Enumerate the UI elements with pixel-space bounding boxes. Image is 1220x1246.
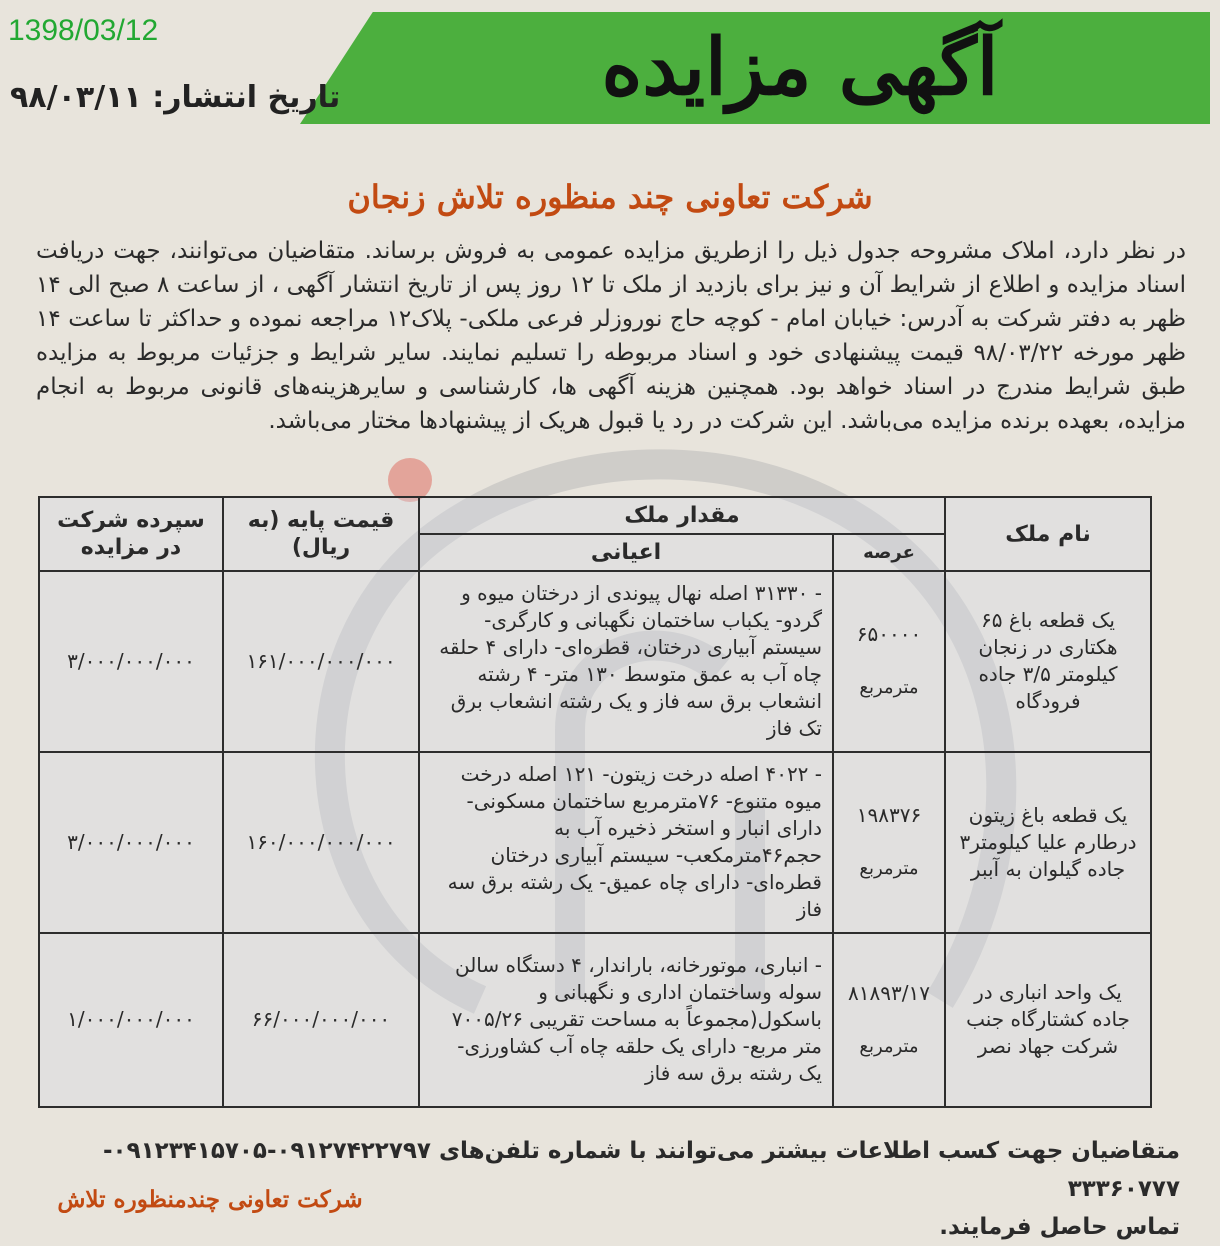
header-name: نام ملک [945,497,1151,571]
property-deposit: ۱/۰۰۰/۰۰۰/۰۰۰ [39,933,223,1107]
publish-date: تاریخ انتشار: ۹۸/۰۳/۱۱ [10,80,341,115]
contact-line-1: متقاضیان جهت کسب اطلاعات بیشتر می‌توانند با شماره تلفن‌های ۰۹۱۲۷۴۲۲۷۹۷-۰۹۱۲۳۴۱۵۷۰۵- ۳۳۳۶۰۷۷۷ [103,1138,1180,1202]
arena-unit: مترمربع [859,677,919,699]
property-ayani: - ۳۱۳۳۰ اصله نهال پیوندی از درختان میوه و گردو- یکباب ساختمان نگهبانی و کارگری- سیستم آبیاری درختان، قطره‌ای- دارای ۴ حلقه چاه آب به عمق متوسط ۱۳۰ متر- ۴ رشته انشعاب برق سه فاز و یک رشته انشعاب برق تک فاز [419,571,833,752]
table-row [39,933,1151,1107]
banner-title: آگهی مزایده [601,22,999,113]
header-deposit: سپرده شرکت در مزایده [39,497,223,571]
footer-signature: شرکت تعاونی چندمنظوره تلاش [57,1186,363,1213]
header-base-price: قیمت پایه (به ریال) [223,497,419,571]
arena-value: ۱۹۸۳۷۶ [856,803,922,828]
table-header-row [39,497,1151,534]
arena-unit: مترمربع [859,858,919,880]
property-arena [833,571,945,752]
header-arena: عرصه [833,534,945,571]
arena-unit: مترمربع [859,1035,919,1057]
table-row [39,752,1151,933]
arena-value: ۶۵۰۰۰۰ [856,622,922,647]
body-paragraph: در نظر دارد، املاک مشروحه جدول ذیل را ازطریق مزایده عمومی به فروش برساند. متقاضیان می‌توانند، جهت دریافت اسناد مزایده و اطلاع از شرایط آن و نیز برای بازدید از ملک تا ۱۲ روز پس از تاریخ انتشار آگهی ، از ساعت ۸ صبح الی ۱۴ ظهر به دفتر شرکت به آدرس: خیابان امام - کوچه حاج نوروزلر فرعی ملکی- پلاک۱۲ مراجعه نموده و حداکثر تا ساعت ۱۴ ظهر مورخه ۹۸/۰۳/۲۲ قیمت پیشنهادی خود و اسناد مربوطه را تسلیم نمایند. سایر شرایط و جزئیات مربوط به مزایده طبق شرایط مندرج در اسناد خواهد بود. همچنین هزینه آگهی ها، کارشناسی و سایرهزینه‌های قانونی مربوط به انجام مزایده، بعهده برنده مزایده می‌باشد. این شرکت در رد یا قبول هریک از پیشنهادها مختار می‌باشد. [36,238,1187,434]
property-deposit: ۳/۰۰۰/۰۰۰/۰۰۰ [39,752,223,933]
property-base-price: ۱۶۰/۰۰۰/۰۰۰/۰۰۰ [223,752,419,933]
properties-table [38,496,1152,1108]
arena-value: ۸۱۸۹۳/۱۷ [848,980,930,1005]
header-ayani: اعیانی [419,534,833,571]
property-base-price: ۶۶/۰۰۰/۰۰۰/۰۰۰ [223,933,419,1107]
property-arena [833,752,945,933]
property-arena [833,933,945,1107]
contact-line-2: تماس حاصل فرمایند. [939,1214,1180,1240]
property-name: یک قطعه باغ ۶۵ هکتاری در زنجان کیلومتر ۳/۵ جاده فرودگاه [945,571,1151,752]
property-ayani: - ۴۰۲۲ اصله درخت زیتون- ۱۲۱ اصله درخت میوه متنوع- ۷۶مترمربع ساختمان مسکونی- دارای انبار و استخر ذخیره آب به حجم۴۶مترمکعب- سیستم آبیاری درختان قطره‌ای- دارای چاه عمیق- یک رشته برق سه فاز [419,752,833,933]
property-base-price: ۱۶۱/۰۰۰/۰۰۰/۰۰۰ [223,571,419,752]
property-name: یک قطعه باغ زیتون درطارم علیا کیلومتر۳ جاده گیلوان به آببر [945,752,1151,933]
property-name: یک واحد انباری در جاده کشتارگاه جنب شرکت جهاد نصر [945,933,1151,1107]
header-amount: مقدار ملک [419,497,945,534]
property-ayani: - انباری، موتورخانه، باراندار، ۴ دستگاه سالن سوله وساختمان اداری و نگهبانی و باسکول(مجموعاً به مساحت تقریبی ۷۰۰۵/۲۶ متر مربع- دارای یک حلقه چاه آب کشاورزی- یک رشته برق سه فاز [419,933,833,1107]
date-tag: 1398/03/12 [8,14,159,47]
property-deposit: ۳/۰۰۰/۰۰۰/۰۰۰ [39,571,223,752]
company-name: شرکت تعاونی چند منظوره تلاش زنجان [347,178,873,216]
table-row [39,571,1151,752]
